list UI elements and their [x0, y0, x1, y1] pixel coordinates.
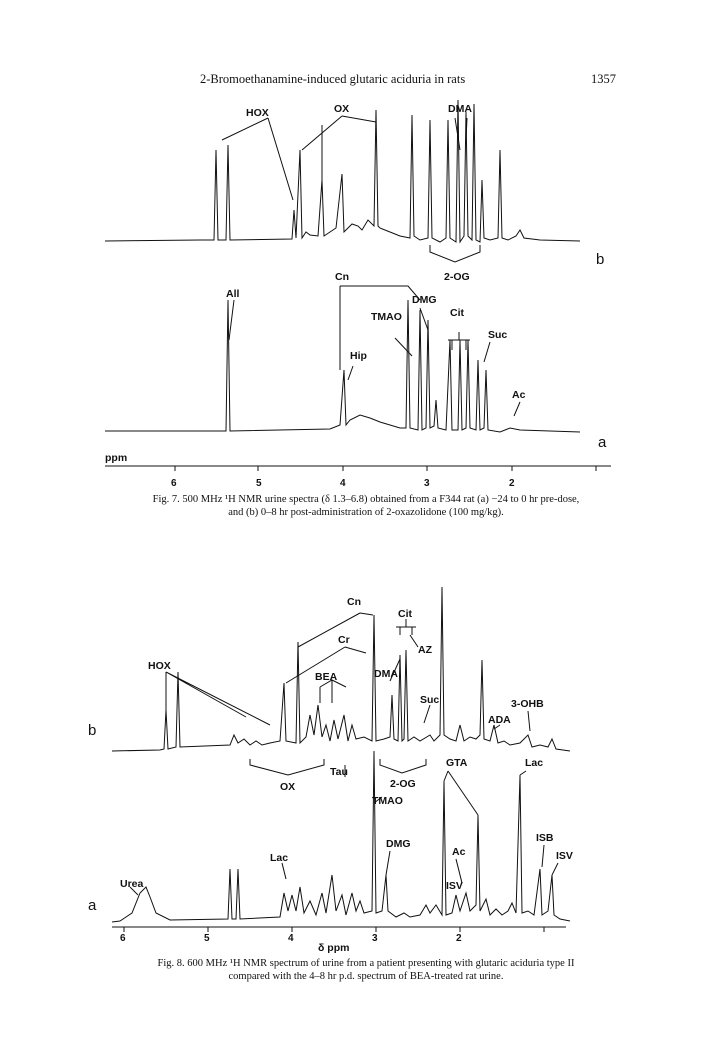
fig8-label-2og: 2-OG — [390, 778, 416, 790]
fig8-label-tau: Tau — [330, 766, 348, 778]
fig7-label-2og: 2-OG — [444, 271, 470, 283]
fig8-3ohb-pointer — [528, 711, 530, 731]
fig7-ox-bracket — [302, 116, 376, 180]
fig8-isb-pointer — [542, 845, 544, 867]
fig7-trace-a-tag: a — [598, 434, 607, 451]
fig8-label-hox: HOX — [148, 660, 171, 672]
fig7-label-cn: Cn — [335, 271, 349, 283]
fig7-label-cit: Cit — [450, 307, 464, 319]
fig7-tick-4: 4 — [340, 478, 346, 489]
fig8-label-bea: BEA — [315, 671, 338, 683]
fig8-az-pointer — [410, 635, 418, 647]
fig8-gta-pointer — [444, 771, 478, 815]
fig8-label-lac2: Lac — [270, 852, 289, 864]
fig8-cit-bracket — [396, 619, 416, 635]
fig8-bea-bracket — [320, 680, 346, 703]
fig7-label-hip: Hip — [350, 350, 367, 362]
fig7-tick-3: 3 — [424, 478, 430, 489]
fig8-tick-5: 5 — [204, 933, 210, 944]
fig8-trace-b-tag: b — [88, 722, 97, 739]
fig7-label-suc: Suc — [488, 329, 508, 341]
fig8-trace-b-baseline — [112, 587, 570, 751]
fig7-hip-pointer — [348, 366, 353, 380]
fig8-label-isv2: ISV — [446, 880, 463, 892]
fig7-dmg-pointer — [420, 308, 428, 330]
fig7-trace-b-baseline — [105, 100, 580, 242]
fig8-axis-ticks — [124, 927, 544, 932]
fig7-all-pointer — [229, 300, 234, 340]
fig8-label-isv: ISV — [556, 850, 573, 862]
fig7-tmao-pointer — [395, 338, 412, 356]
fig8-lac2-pointer — [282, 863, 286, 879]
fig8-label-suc: Suc — [420, 694, 440, 706]
fig7-label-hox: HOX — [246, 107, 269, 119]
fig7-label-ox: OX — [334, 103, 350, 115]
fig8-label-tmao: TMAO — [372, 795, 403, 807]
fig8-dmg-pointer — [386, 851, 390, 875]
running-title: 2-Bromoethanamine-induced glutaric aciduria in rats — [200, 72, 466, 86]
fig7-tick-5: 5 — [256, 478, 262, 489]
fig8-label-ada: ADA — [488, 714, 511, 726]
fig8-2og-bracket — [380, 759, 426, 773]
fig7-ppm-label: ppm — [105, 452, 128, 464]
fig7-label-all: All — [226, 288, 240, 300]
fig8-label-ox: OX — [280, 781, 296, 793]
fig8-lac-pointer — [520, 771, 526, 775]
fig8-caption — [86, 957, 646, 983]
fig8-label-az: AZ — [418, 644, 432, 656]
figure-7 — [0, 0, 720, 490]
fig8-label-isb: ISB — [536, 832, 554, 844]
fig7-caption-line2: and (b) 0–8 hr post-administration of 2-oxazolidone (100 mg/kg). — [228, 507, 504, 518]
fig7-tick-2: 2 — [509, 478, 515, 489]
fig8-suc-pointer — [424, 705, 430, 723]
fig8-ox-bracket — [250, 759, 324, 775]
fig8-tick-2: 2 — [456, 933, 462, 944]
fig8-label-gta: GTA — [446, 757, 468, 769]
fig7-2og-bracket — [430, 245, 480, 262]
fig7-caption-line1: Fig. 7. 500 MHz ¹H NMR urine spectra (δ 1.3–6.8) obtained from a F344 rat (a) −24 to 0 hr pre-dose, — [152, 494, 580, 505]
fig8-label-dma: DMA — [374, 668, 398, 680]
fig7-label-dma: DMA — [448, 103, 472, 115]
fig7-suc-pointer — [484, 342, 490, 362]
fig7-trace-b-tag: b — [596, 251, 605, 268]
fig7-hox-bracket — [222, 118, 293, 200]
fig8-hox-bracket — [166, 672, 270, 725]
fig8-label-cr: Cr — [338, 634, 350, 646]
fig8-label-cit: Cit — [398, 608, 412, 620]
fig8-trace-a-tag: a — [88, 897, 97, 914]
fig8-isv-pointer — [552, 863, 558, 875]
fig7-cit-bracket — [448, 332, 470, 350]
fig7-label-dmg: DMG — [412, 294, 437, 306]
figure-8 — [0, 575, 720, 955]
fig8-label-urea: Urea — [120, 878, 144, 890]
fig7-caption — [86, 493, 646, 519]
fig7-tick-6: 6 — [171, 478, 177, 489]
fig8-caption-line1: Fig. 8. 600 MHz ¹H NMR spectrum of urine from a patient presenting with glutaric aciduria type II — [157, 958, 575, 969]
fig8-label-dmg: DMG — [386, 838, 411, 850]
fig8-tick-6: 6 — [120, 933, 126, 944]
fig8-label-ac: Ac — [452, 846, 466, 858]
fig7-trace-a-baseline — [105, 300, 580, 432]
fig7-label-ac: Ac — [512, 389, 526, 401]
fig8-label-lac: Lac — [525, 757, 544, 769]
page-number: 1357 — [591, 72, 616, 86]
fig8-caption-line2: compared with the 4–8 hr p.d. spectrum of BEA-treated rat urine. — [228, 971, 504, 982]
fig8-tick-3: 3 — [372, 933, 378, 944]
fig8-cn-bracket — [298, 613, 373, 647]
fig8-tick-4: 4 — [288, 933, 294, 944]
fig8-label-3ohb: 3-OHB — [511, 698, 544, 710]
fig7-axis-ticks — [175, 466, 596, 471]
fig7-label-tmao: TMAO — [371, 311, 402, 323]
fig7-ac-pointer — [514, 402, 520, 416]
fig8-label-cn: Cn — [347, 596, 361, 608]
fig8-axis-label: δ ppm — [318, 942, 350, 954]
